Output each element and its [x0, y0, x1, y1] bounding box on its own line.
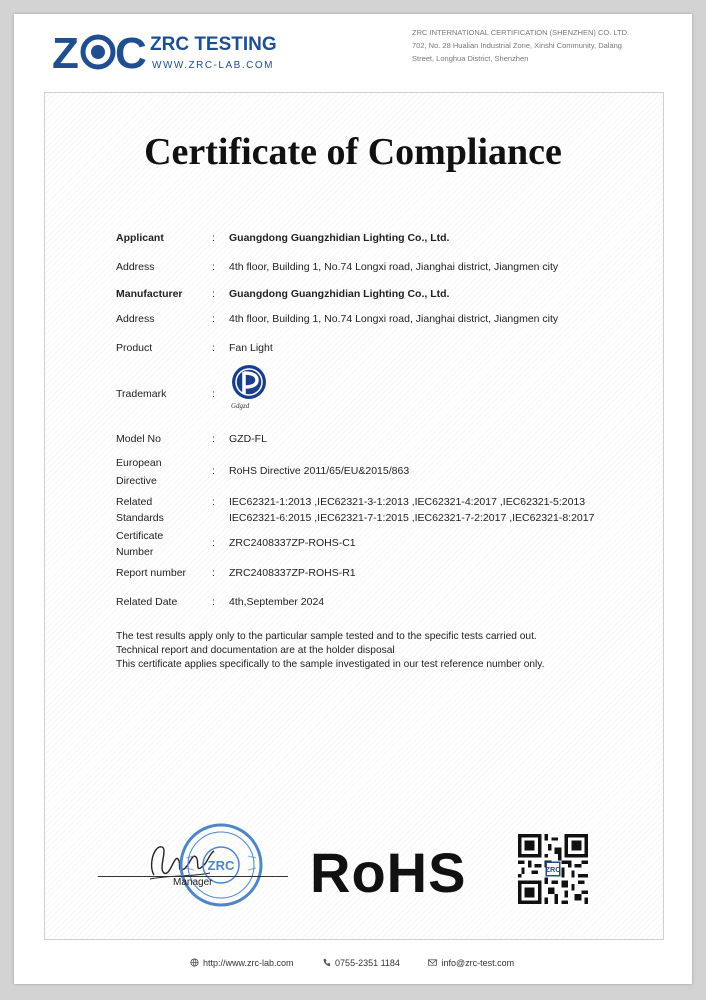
product-value: Fan Light	[229, 342, 273, 354]
address-value: 4th floor, Building 1, No.74 Longxi road, Jianghai district, Jiangmen city	[229, 313, 559, 325]
standards-label-line: Related	[116, 496, 153, 508]
website-text: http://www.zrc-lab.com	[203, 958, 294, 968]
address-label: Address	[116, 261, 155, 273]
phone-icon	[322, 958, 331, 967]
signatory-role: Manager	[173, 877, 213, 888]
email-text: info@zrc-test.com	[441, 958, 515, 968]
note-line: This certificate applies specifically to the sample investigated in our test reference number only.	[116, 659, 545, 670]
globe-icon	[190, 958, 199, 967]
standards-label	[116, 494, 204, 526]
colon: :	[212, 596, 215, 608]
certificate-label-line: Number	[116, 546, 154, 558]
report-number-value: ZRC2408337ZP-ROHS-R1	[229, 567, 356, 579]
colon: :	[212, 433, 215, 445]
colon: :	[212, 232, 215, 244]
model-value: GZD-FL	[229, 433, 267, 445]
colon: :	[212, 261, 215, 273]
rohs-mark: RoHS	[310, 841, 467, 904]
standards-line: IEC62321-1:2013 ,IEC62321-3-1:2013 ,IEC62321-4:2017 ,IEC62321-5:2013	[229, 496, 586, 508]
colon: :	[212, 388, 215, 400]
directive-label-line: European	[116, 457, 162, 469]
note-line: Technical report and documentation are at the holder disposal	[116, 645, 395, 656]
colon: :	[212, 342, 215, 354]
zrc-logo	[52, 30, 302, 90]
manufacturer-value: Guangdong Guangzhidian Lighting Co., Ltd.	[229, 288, 450, 300]
colon: :	[212, 465, 215, 477]
company-line: Street, Longhua District, Shenzhen	[412, 54, 529, 63]
certificate-title: Certificate of Compliance	[144, 131, 562, 173]
footer-email[interactable]	[428, 958, 520, 968]
footer-website[interactable]	[190, 958, 302, 968]
standards-line: IEC62321-6:2015 ,IEC62321-7-1:2015 ,IEC62321-7-2:2017 ,IEC62321-8:2017	[229, 512, 595, 524]
certificate-label	[116, 528, 204, 560]
colon: :	[212, 496, 215, 508]
address-label: Address	[116, 313, 155, 325]
phone-text: 0755-2351 1184	[335, 958, 400, 968]
directive-label-line: Directive	[116, 475, 157, 487]
colon: :	[212, 537, 215, 549]
date-label: Related Date	[116, 596, 178, 608]
svg-text:ZRC: ZRC	[545, 865, 561, 874]
trademark-text: Gdgzd	[231, 402, 250, 410]
note-line: The test results apply only to the particular sample tested and to the specific tests carried out.	[116, 631, 537, 642]
standards-label-line: Standards	[116, 512, 164, 524]
applicant-label: Applicant	[116, 232, 164, 244]
trademark-label: Trademark	[116, 388, 167, 400]
company-line: 702, No. 28 Hualian Industrial Zone, Xinshi Community, Dalang	[412, 41, 622, 50]
zrc-logo-icon	[52, 30, 148, 74]
company-line: ZRC INTERNATIONAL CERTIFICATION (SHENZHEN) CO. LTD.	[412, 28, 630, 37]
brand-url: WWW.ZRC-LAB.COM	[152, 60, 274, 71]
svg-text:Z: Z	[52, 30, 79, 74]
mail-icon	[428, 958, 437, 967]
manufacturer-label: Manufacturer	[116, 288, 183, 300]
footer-contacts	[190, 958, 526, 968]
standards-value	[229, 494, 629, 526]
directive-label	[116, 455, 204, 489]
product-label: Product	[116, 342, 153, 354]
company-seal	[176, 820, 266, 910]
company-address	[412, 26, 662, 65]
directive-value: RoHS Directive 2011/65/EU&2015/863	[229, 465, 410, 477]
address-value: 4th floor, Building 1, No.74 Longxi road, Jianghai district, Jiangmen city	[229, 261, 559, 273]
model-label: Model No	[116, 433, 161, 445]
certificate-number-value: ZRC2408337ZP-ROHS-C1	[229, 537, 356, 549]
date-value: 4th,September 2024	[229, 596, 325, 608]
colon: :	[212, 567, 215, 579]
brand-name: ZRC TESTING	[150, 34, 277, 55]
seal-text: ZRC	[207, 858, 235, 873]
disclaimer-notes	[116, 630, 636, 672]
qr-code-icon	[518, 834, 588, 904]
certificate-label-line: Certificate	[116, 530, 164, 542]
footer-phone[interactable]	[322, 958, 408, 968]
colon: :	[212, 288, 215, 300]
colon: :	[212, 313, 215, 325]
report-label: Report number	[116, 567, 187, 579]
applicant-value: Guangdong Guangzhidian Lighting Co., Ltd.	[229, 232, 450, 244]
svg-text:C: C	[115, 30, 147, 74]
